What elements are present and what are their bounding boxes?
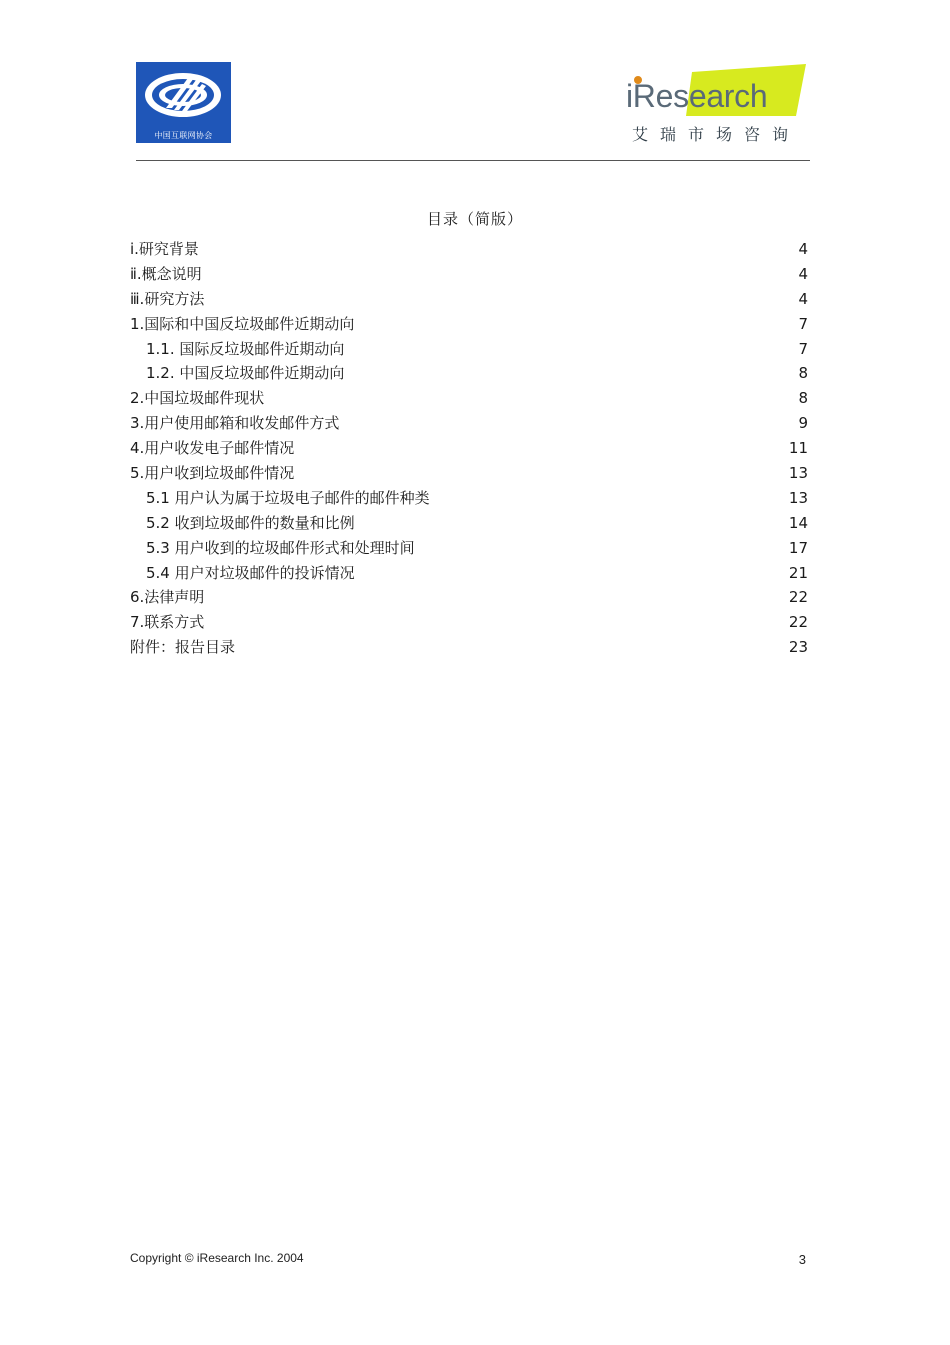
- toc-entry[interactable]: [130, 237, 808, 262]
- toc-entry-label: 4.用户收发电子邮件情况: [130, 439, 295, 458]
- toc-entry-page: 8: [798, 389, 808, 408]
- isc-logo-caption: 中国互联网协会: [154, 131, 213, 140]
- toc-entry-page: 7: [798, 339, 808, 358]
- toc-entry-page: 11: [788, 439, 808, 458]
- toc-entry-label: ⅲ.研究方法: [130, 289, 205, 308]
- footer-page-number: 3: [798, 1252, 806, 1267]
- toc-entry[interactable]: [130, 635, 808, 660]
- toc-entry-page: 22: [788, 613, 808, 632]
- toc-entry[interactable]: [130, 461, 808, 486]
- toc-entry-label: 2.中国垃圾邮件现状: [130, 389, 265, 408]
- toc-entry-label: 5.1 用户认为属于垃圾电子邮件的邮件种类: [146, 488, 430, 507]
- toc-entry[interactable]: [130, 312, 808, 337]
- toc-entry[interactable]: [130, 610, 808, 635]
- toc-entry-label: 5.3 用户收到的垃圾邮件形式和处理时间: [146, 538, 415, 557]
- toc-entry-label: 1.国际和中国反垃圾邮件近期动向: [130, 314, 355, 333]
- toc-entry-label: 1.2. 中国反垃圾邮件近期动向: [146, 364, 345, 383]
- toc-entry-page: 4: [798, 240, 808, 258]
- toc-entry-page: 9: [798, 414, 808, 433]
- toc-entry-label: 附件：报告目录: [130, 638, 236, 657]
- toc-entry[interactable]: [130, 287, 808, 312]
- toc-entry[interactable]: [130, 511, 808, 536]
- toc-entry[interactable]: [130, 536, 808, 561]
- toc-entry-page: 8: [798, 364, 808, 383]
- toc-entry-label: 6.法律声明: [130, 588, 205, 607]
- toc-title: 目录（简版）: [426, 210, 523, 228]
- toc-entry-label: 1.1. 国际反垃圾邮件近期动向: [146, 339, 345, 358]
- toc-entry-page: 13: [788, 464, 808, 483]
- toc-entry-page: 13: [788, 488, 808, 507]
- toc-entry[interactable]: [130, 411, 808, 436]
- toc-entry[interactable]: [130, 361, 808, 386]
- toc-entry-page: 14: [788, 513, 808, 532]
- toc-entry-page: 22: [788, 588, 808, 607]
- toc-entry-page: 23: [788, 638, 808, 657]
- toc-entry[interactable]: [130, 436, 808, 461]
- toc-entry-label: 5.4 用户对垃圾邮件的投诉情况: [146, 563, 355, 582]
- toc-entry-page: 21: [788, 563, 808, 582]
- toc-entry[interactable]: [130, 262, 808, 287]
- toc-entry[interactable]: [130, 337, 808, 362]
- toc-entry[interactable]: [130, 486, 808, 511]
- iresearch-logo: [626, 64, 811, 148]
- toc-entry-label: 5.用户收到垃圾邮件情况: [130, 464, 295, 483]
- toc-entry-label: ⅱ.概念说明: [130, 264, 202, 283]
- toc-entry[interactable]: [130, 386, 808, 411]
- toc-entry-page: 4: [798, 264, 808, 283]
- toc-entry-label: 3.用户使用邮箱和收发邮件方式: [130, 414, 340, 433]
- isc-logo: [136, 62, 231, 143]
- header-divider: [136, 160, 810, 161]
- toc-entry-label: 7.联系方式: [130, 613, 205, 632]
- table-of-contents: [130, 237, 808, 660]
- toc-entry-label: ⅰ.研究背景: [130, 240, 199, 258]
- toc-entry-page: 4: [798, 289, 808, 308]
- isc-logo-icon: [136, 62, 231, 132]
- toc-entry[interactable]: [130, 585, 808, 610]
- toc-entry-label: 5.2 收到垃圾邮件的数量和比例: [146, 513, 355, 532]
- toc-entry[interactable]: [130, 561, 808, 586]
- toc-entry-page: 17: [788, 538, 808, 557]
- iresearch-logo-chinese: 艾瑞市场咨询: [632, 125, 801, 144]
- toc-entry-page: 7: [798, 314, 808, 333]
- iresearch-logo-wordmark: iResearch: [626, 78, 768, 114]
- footer-copyright: Copyright © iResearch Inc. 2004: [130, 1251, 304, 1265]
